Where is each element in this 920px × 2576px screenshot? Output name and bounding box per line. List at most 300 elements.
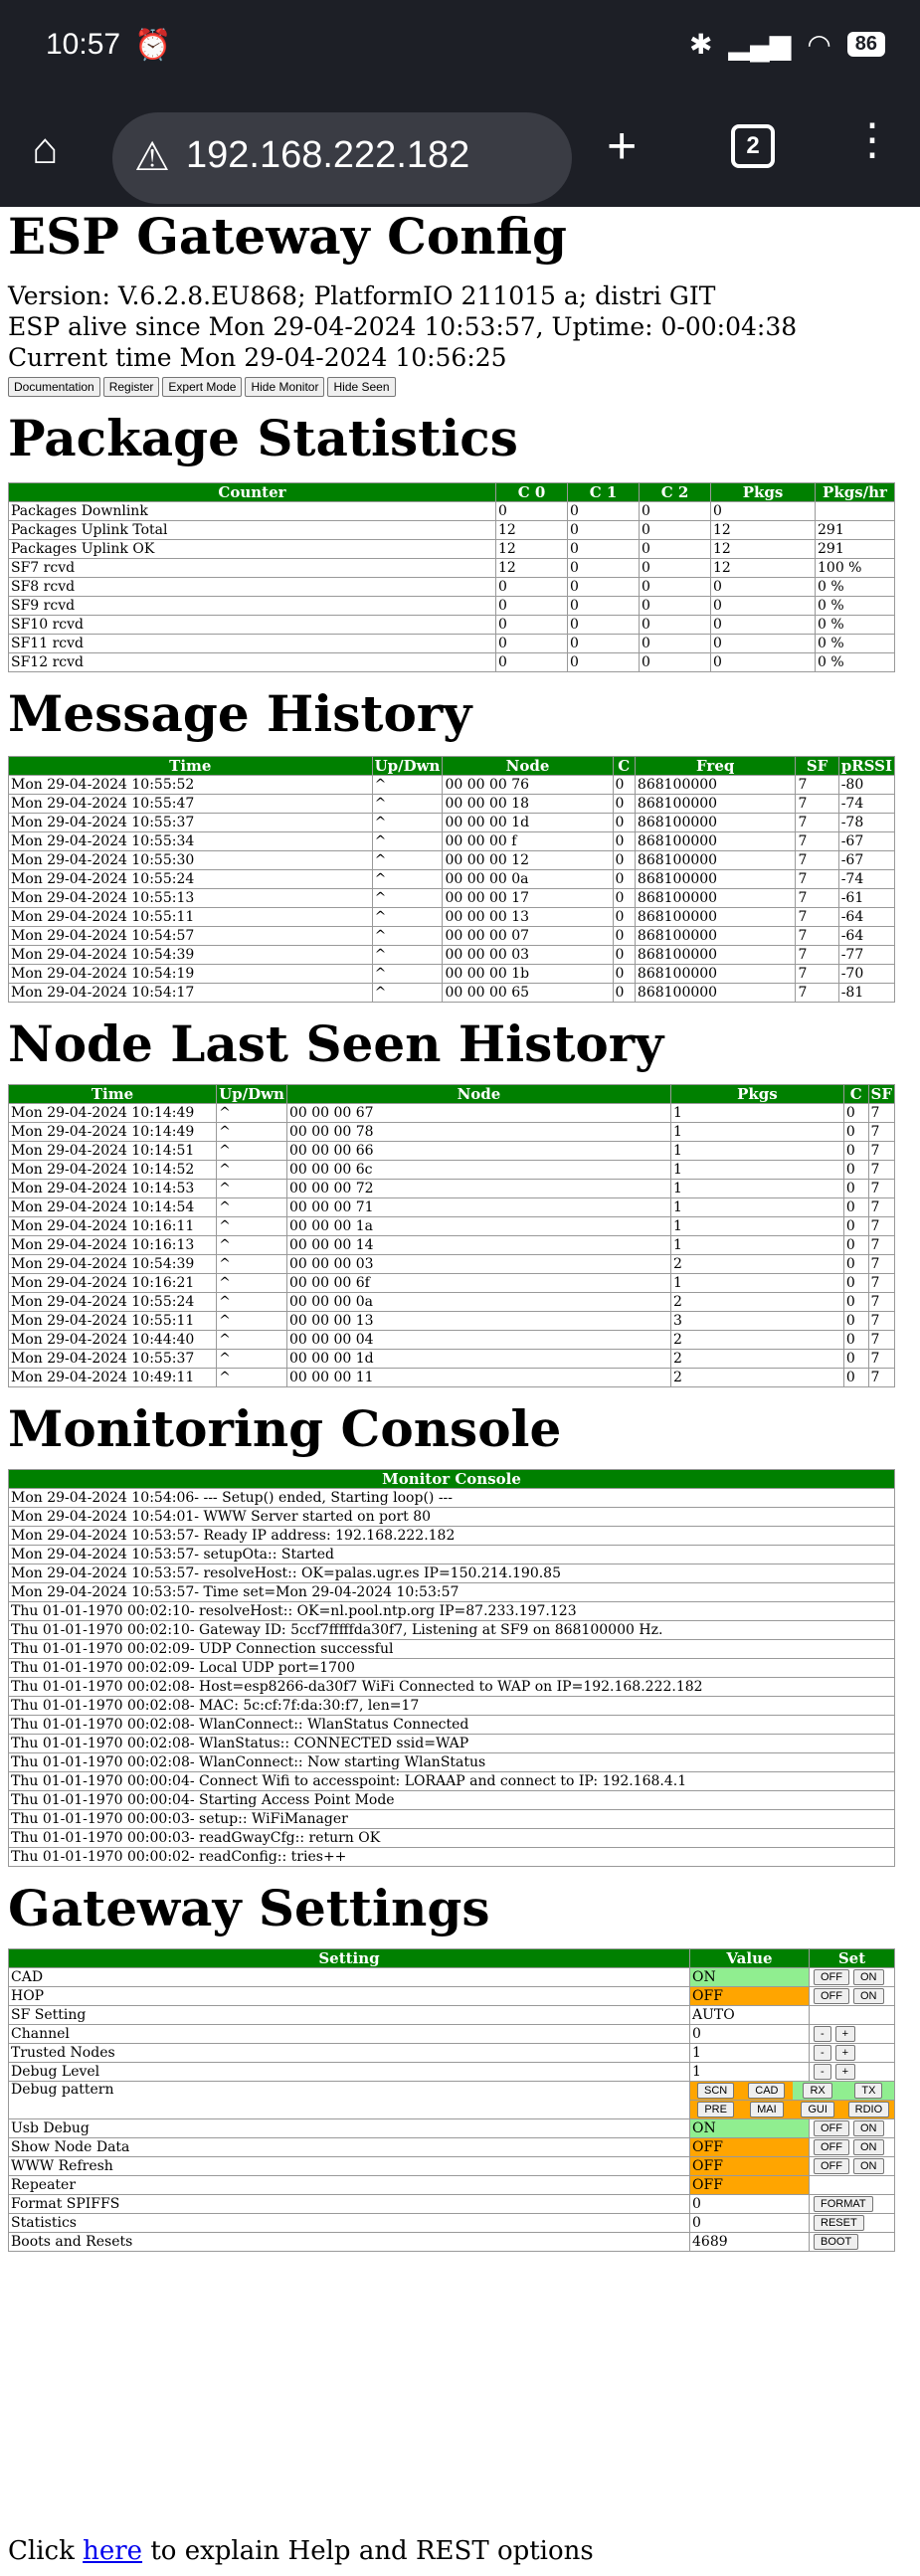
table-row — [9, 1161, 895, 1180]
table-cell: ^ — [372, 832, 443, 851]
table-cell: 0 — [711, 616, 816, 635]
table-cell: 0 — [843, 1274, 868, 1293]
www-refresh-off-button[interactable]: OFF — [814, 2158, 849, 2174]
wifi-icon: ◠ — [807, 29, 831, 60]
help-link[interactable]: here — [83, 2536, 143, 2566]
table-cell: 0 — [843, 1123, 868, 1142]
table-cell: 7 — [868, 1312, 894, 1331]
table-cell: 12 — [496, 540, 568, 559]
tab-switcher-button[interactable]: 2 — [731, 124, 775, 168]
home-icon[interactable]: ⌂ — [32, 124, 59, 173]
table-cell: 868100000 — [635, 851, 796, 870]
table-cell: Mon 29-04-2024 10:55:37 — [9, 1350, 217, 1369]
hop-controls — [810, 1987, 895, 2006]
sf-setting-value: AUTO — [690, 2006, 810, 2025]
table-cell: 0 % — [816, 578, 895, 597]
console-row — [9, 1546, 895, 1564]
table-cell: 1 — [670, 1104, 843, 1123]
footer-text-after: to explain Help and REST options — [142, 2536, 594, 2566]
table-cell: 0 — [568, 635, 640, 653]
table-cell: 0 — [843, 1180, 868, 1198]
table-cell: ^ — [372, 946, 443, 965]
table-cell: 00 00 00 0a — [286, 1293, 670, 1312]
setting-row — [9, 2044, 895, 2063]
table-cell: 7 — [796, 776, 838, 795]
column-header: Setting — [9, 1949, 690, 1968]
table-cell: 12 — [496, 521, 568, 540]
table-row — [9, 1236, 895, 1255]
column-header: C — [613, 757, 635, 776]
console-row — [9, 1489, 895, 1508]
table-cell: 0 — [568, 502, 640, 521]
table-cell: 00 00 00 72 — [286, 1180, 670, 1198]
monitor-console-table — [8, 1469, 895, 1867]
table-cell: Mon 29-04-2024 10:14:54 — [9, 1198, 217, 1217]
table-cell: SF12 rcvd — [9, 653, 496, 672]
cad-off-button[interactable]: OFF — [814, 1969, 849, 1985]
table-row — [9, 889, 895, 908]
console-line: Thu 01-01-1970 00:00:03- setup:: WiFiManager — [9, 1810, 895, 1829]
table-cell: 0 — [640, 653, 711, 672]
table-cell: 7 — [796, 965, 838, 984]
table-cell: 7 — [796, 870, 838, 889]
boots-and-resets-boot-button[interactable]: BOOT — [814, 2234, 858, 2250]
cad-value: ON — [690, 1968, 810, 1987]
table-cell: 0 — [568, 616, 640, 635]
console-row — [9, 1716, 895, 1735]
table-cell: Packages Downlink — [9, 502, 496, 521]
debug-level-decrement-button[interactable]: - — [814, 2064, 831, 2080]
column-header: Set — [810, 1949, 895, 1968]
table-cell: 00 00 00 12 — [443, 851, 613, 870]
table-cell: ^ — [372, 870, 443, 889]
console-row — [9, 1527, 895, 1546]
www-refresh-value: OFF — [690, 2157, 810, 2176]
table-cell: 0 — [613, 814, 635, 832]
table-cell: 7 — [796, 851, 838, 870]
console-row — [9, 1564, 895, 1583]
table-cell: 0 — [711, 578, 816, 597]
gateway-settings-table — [8, 1948, 895, 2252]
channel-controls — [810, 2025, 895, 2044]
hop-off-button[interactable]: OFF — [814, 1988, 849, 2004]
debug-level-controls — [810, 2063, 895, 2082]
table-cell: 0 — [640, 502, 711, 521]
table-cell: ^ — [372, 814, 443, 832]
console-line: Mon 29-04-2024 10:53:57- setupOta:: Started — [9, 1546, 895, 1564]
setting-row — [9, 2063, 895, 2082]
console-row — [9, 1640, 895, 1659]
column-header: Time — [9, 757, 373, 776]
table-cell: 0 — [568, 540, 640, 559]
warning-icon[interactable]: ⚠ — [134, 135, 170, 179]
table-row — [9, 832, 895, 851]
channel-value: 0 — [690, 2025, 810, 2044]
table-cell: 00 00 00 1b — [443, 965, 613, 984]
alarm-icon: ⏰ — [134, 29, 172, 62]
table-cell: 7 — [868, 1180, 894, 1198]
table-cell: 0 — [843, 1142, 868, 1161]
table-cell: 1 — [670, 1198, 843, 1217]
table-cell: 868100000 — [635, 870, 796, 889]
console-line: Mon 29-04-2024 10:53:57- Time set=Mon 29-04-2024 10:53:57 — [9, 1583, 895, 1602]
setting-name: Debug pattern — [9, 2082, 690, 2119]
debug-rx-button[interactable]: RX — [803, 2083, 831, 2099]
table-cell: SF9 rcvd — [9, 597, 496, 616]
table-cell: 7 — [868, 1123, 894, 1142]
table-cell: 0 — [640, 578, 711, 597]
table-cell: 868100000 — [635, 908, 796, 927]
table-cell: Mon 29-04-2024 10:44:40 — [9, 1331, 217, 1350]
table-row — [9, 1217, 895, 1236]
table-cell: 12 — [711, 559, 816, 578]
console-row — [9, 1659, 895, 1678]
trusted-nodes-increment-button[interactable]: + — [835, 2045, 855, 2061]
table-cell: 00 00 00 13 — [443, 908, 613, 927]
table-cell: ^ — [372, 795, 443, 814]
table-cell: 00 00 00 11 — [286, 1369, 670, 1387]
table-row — [9, 1350, 895, 1369]
setting-row — [9, 2195, 895, 2214]
table-cell: 7 — [868, 1274, 894, 1293]
console-row — [9, 1753, 895, 1772]
table-cell: 0 — [843, 1331, 868, 1350]
column-header: Node — [286, 1085, 670, 1104]
table-cell: 291 — [816, 540, 895, 559]
debug-pre-button[interactable]: PRE — [697, 2102, 734, 2117]
monitor-console-header: Monitor Console — [9, 1470, 895, 1489]
table-cell: 0 % — [816, 635, 895, 653]
table-cell: ^ — [372, 851, 443, 870]
console-line: Thu 01-01-1970 00:02:10- resolveHost:: OK=nl.pool.ntp.org IP=87.233.197.123 — [9, 1602, 895, 1621]
column-header: Pkgs — [711, 483, 816, 502]
table-cell: 1 — [670, 1217, 843, 1236]
table-cell: 0 — [711, 635, 816, 653]
table-cell: 12 — [711, 521, 816, 540]
debug-level-increment-button[interactable]: + — [835, 2064, 855, 2080]
table-row — [9, 1255, 895, 1274]
show-node-data-on-button[interactable]: ON — [853, 2139, 884, 2155]
table-cell: 7 — [868, 1198, 894, 1217]
expert-mode-button[interactable]: Expert Mode — [162, 377, 242, 397]
table-cell: Mon 29-04-2024 10:16:13 — [9, 1236, 217, 1255]
table-row — [9, 635, 895, 653]
new-tab-icon[interactable]: + — [607, 117, 638, 175]
documentation-button[interactable]: Documentation — [8, 377, 100, 397]
table-cell: ^ — [217, 1331, 287, 1350]
table-cell: 7 — [868, 1161, 894, 1180]
boots-and-resets-controls — [810, 2233, 895, 2252]
table-row — [9, 559, 895, 578]
setting-name: SF Setting — [9, 2006, 690, 2025]
setting-row — [9, 2176, 895, 2195]
statistics-reset-button[interactable]: RESET — [814, 2215, 864, 2231]
console-row — [9, 1508, 895, 1527]
version-info: Version: V.6.2.8.EU868; PlatformIO 211015 a; distri GIT — [8, 281, 716, 310]
console-line: Mon 29-04-2024 10:54:01- WWW Server started on port 80 — [9, 1508, 895, 1527]
hide-monitor-button[interactable]: Hide Monitor — [245, 377, 324, 397]
table-cell: 868100000 — [635, 927, 796, 946]
table-row — [9, 1104, 895, 1123]
table-cell: 868100000 — [635, 889, 796, 908]
console-line: Thu 01-01-1970 00:02:09- UDP Connection successful — [9, 1640, 895, 1659]
table-cell: Mon 29-04-2024 10:55:11 — [9, 1312, 217, 1331]
hop-value: OFF — [690, 1987, 810, 2006]
table-cell: 0 — [843, 1161, 868, 1180]
www-refresh-controls — [810, 2157, 895, 2176]
table-row — [9, 1369, 895, 1387]
table-cell: 0 — [613, 870, 635, 889]
table-cell: 0 — [613, 965, 635, 984]
table-cell: -61 — [838, 889, 894, 908]
table-cell: Mon 29-04-2024 10:55:37 — [9, 814, 373, 832]
sf-setting-controls — [810, 2006, 895, 2025]
setting-name: Show Node Data — [9, 2138, 690, 2157]
setting-row — [9, 1968, 895, 1987]
hop-on-button[interactable]: ON — [853, 1988, 884, 2004]
table-cell: Mon 29-04-2024 10:14:49 — [9, 1104, 217, 1123]
setting-name: Trusted Nodes — [9, 2044, 690, 2063]
table-cell: 0 — [640, 540, 711, 559]
table-cell: Mon 29-04-2024 10:54:17 — [9, 984, 373, 1003]
usb-debug-value: ON — [690, 2119, 810, 2138]
table-cell: 00 00 00 76 — [443, 776, 613, 795]
table-cell: Mon 29-04-2024 10:14:52 — [9, 1161, 217, 1180]
table-cell: 00 00 00 07 — [443, 927, 613, 946]
alive-info: ESP alive since Mon 29-04-2024 10:53:57, Uptime: 0-00:04:38 — [8, 312, 798, 341]
table-cell: -80 — [838, 776, 894, 795]
table-row — [9, 1293, 895, 1312]
console-row — [9, 1602, 895, 1621]
console-line: Mon 29-04-2024 10:53:57- Ready IP address: 192.168.222.182 — [9, 1527, 895, 1546]
table-cell: ^ — [217, 1312, 287, 1331]
setting-row — [9, 2138, 895, 2157]
setting-name: HOP — [9, 1987, 690, 2006]
table-cell: 7 — [796, 984, 838, 1003]
debug-scn-button[interactable]: SCN — [697, 2083, 734, 2099]
table-cell: 868100000 — [635, 795, 796, 814]
table-cell: 7 — [868, 1255, 894, 1274]
table-cell: ^ — [372, 889, 443, 908]
table-cell: 7 — [868, 1142, 894, 1161]
console-row — [9, 1697, 895, 1716]
table-cell: 0 — [613, 908, 635, 927]
table-cell: Mon 29-04-2024 10:55:11 — [9, 908, 373, 927]
table-cell: 0 — [711, 653, 816, 672]
table-cell: Mon 29-04-2024 10:14:51 — [9, 1142, 217, 1161]
table-cell: 0 % — [816, 653, 895, 672]
table-cell: 2 — [670, 1255, 843, 1274]
column-header: C 0 — [496, 483, 568, 502]
show-node-data-off-button[interactable]: OFF — [814, 2139, 849, 2155]
usb-debug-controls — [810, 2119, 895, 2138]
setting-row — [9, 2214, 895, 2233]
top-button-row — [8, 377, 895, 397]
table-cell: 0 — [843, 1312, 868, 1331]
column-header: Up/Dwn — [217, 1085, 287, 1104]
console-line: Thu 01-01-1970 00:00:04- Connect Wifi to accesspoint: LORAAP and connect to IP: 192.168.4.1 — [9, 1772, 895, 1791]
table-cell: 12 — [496, 559, 568, 578]
table-cell: 7 — [796, 908, 838, 927]
table-cell: 00 00 00 1d — [443, 814, 613, 832]
table-cell: -64 — [838, 908, 894, 927]
cad-on-button[interactable]: ON — [853, 1969, 884, 1985]
gateway-settings-heading: Gateway Settings — [8, 1879, 490, 1937]
table-cell: 868100000 — [635, 984, 796, 1003]
table-cell: 0 — [568, 653, 640, 672]
trusted-nodes-value: 1 — [690, 2044, 810, 2063]
console-line: Mon 29-04-2024 10:53:57- resolveHost:: OK=palas.ugr.es IP=150.214.190.85 — [9, 1564, 895, 1583]
www-refresh-on-button[interactable]: ON — [853, 2158, 884, 2174]
console-line: Thu 01-01-1970 00:00:04- Starting Access Point Mode — [9, 1791, 895, 1810]
table-cell: 7 — [868, 1350, 894, 1369]
debug-mai-button[interactable]: MAI — [750, 2102, 784, 2117]
table-cell: 7 — [796, 889, 838, 908]
table-cell: 7 — [796, 814, 838, 832]
usb-debug-off-button[interactable]: OFF — [814, 2120, 849, 2136]
table-cell: Mon 29-04-2024 10:55:30 — [9, 851, 373, 870]
table-cell: 1 — [670, 1123, 843, 1142]
usb-debug-on-button[interactable]: ON — [853, 2120, 884, 2136]
format-spiffs-format-button[interactable]: FORMAT — [814, 2196, 873, 2212]
table-cell: 00 00 00 f — [443, 832, 613, 851]
setting-row — [9, 1987, 895, 2006]
setting-row — [9, 2025, 895, 2044]
setting-name: WWW Refresh — [9, 2157, 690, 2176]
table-cell: -74 — [838, 795, 894, 814]
table-cell: 2 — [670, 1350, 843, 1369]
register-button[interactable]: Register — [103, 377, 160, 397]
debug-rdio-button[interactable]: RDIO — [848, 2102, 890, 2117]
channel-increment-button[interactable]: + — [835, 2026, 855, 2042]
table-cell: 0 — [613, 776, 635, 795]
console-line: Thu 01-01-1970 00:02:09- Local UDP port=1700 — [9, 1659, 895, 1678]
column-header: SF — [868, 1085, 894, 1104]
console-row — [9, 1772, 895, 1791]
setting-row — [9, 2157, 895, 2176]
debug-cad-button[interactable]: CAD — [748, 2083, 785, 2099]
status-icons — [689, 28, 885, 61]
table-cell: 7 — [868, 1293, 894, 1312]
table-cell: 0 — [496, 653, 568, 672]
table-cell: Mon 29-04-2024 10:14:49 — [9, 1123, 217, 1142]
column-header: Up/Dwn — [372, 757, 443, 776]
table-cell: 0 — [843, 1217, 868, 1236]
table-cell: -70 — [838, 965, 894, 984]
table-cell: 0 — [843, 1293, 868, 1312]
address-bar[interactable] — [112, 112, 572, 204]
setting-row — [9, 2119, 895, 2138]
table-cell: 0 — [496, 616, 568, 635]
table-row — [9, 653, 895, 672]
table-cell: 7 — [796, 795, 838, 814]
table-row — [9, 1198, 895, 1217]
monitoring-console-heading: Monitoring Console — [8, 1399, 562, 1458]
setting-name: Boots and Resets — [9, 2233, 690, 2252]
debug-tx-button[interactable]: TX — [854, 2083, 882, 2099]
browser-toolbar — [0, 94, 920, 207]
table-cell: 00 00 00 1d — [286, 1350, 670, 1369]
table-cell: 3 — [670, 1312, 843, 1331]
trusted-nodes-decrement-button[interactable]: - — [814, 2045, 831, 2061]
more-menu-icon[interactable]: ⋮ — [850, 115, 894, 164]
current-time: Current time Mon 29-04-2024 10:56:25 — [8, 343, 507, 372]
table-row — [9, 1312, 895, 1331]
channel-decrement-button[interactable]: - — [814, 2026, 831, 2042]
table-row — [9, 597, 895, 616]
table-cell: 7 — [868, 1217, 894, 1236]
table-row — [9, 814, 895, 832]
table-cell: 0 — [613, 832, 635, 851]
table-cell: 0 — [568, 578, 640, 597]
table-cell: 00 00 00 03 — [286, 1255, 670, 1274]
table-cell: Mon 29-04-2024 10:54:39 — [9, 1255, 217, 1274]
table-cell: 00 00 00 6c — [286, 1161, 670, 1180]
table-row — [9, 1274, 895, 1293]
table-cell: ^ — [217, 1255, 287, 1274]
table-cell: 0 — [496, 635, 568, 653]
setting-name: Debug Level — [9, 2063, 690, 2082]
table-cell: 1 — [670, 1236, 843, 1255]
table-cell: 291 — [816, 521, 895, 540]
debug-level-value: 1 — [690, 2063, 810, 2082]
console-line: Thu 01-01-1970 00:02:10- Gateway ID: 5ccf7fffffda30f7, Listening at SF9 on 868100000 Hz. — [9, 1621, 895, 1640]
boots-and-resets-value: 4689 — [690, 2233, 810, 2252]
console-row — [9, 1583, 895, 1602]
table-cell: -67 — [838, 851, 894, 870]
console-row — [9, 1848, 895, 1867]
table-row — [9, 851, 895, 870]
table-row — [9, 540, 895, 559]
show-node-data-controls — [810, 2138, 895, 2157]
setting-row — [9, 2233, 895, 2252]
table-cell: -67 — [838, 832, 894, 851]
setting-name: Statistics — [9, 2214, 690, 2233]
table-cell: 00 00 00 04 — [286, 1331, 670, 1350]
table-row — [9, 870, 895, 889]
table-cell: -64 — [838, 927, 894, 946]
column-header: Counter — [9, 483, 496, 502]
footer-help — [8, 2536, 594, 2566]
table-cell: Mon 29-04-2024 10:49:11 — [9, 1369, 217, 1387]
column-header: C — [843, 1085, 868, 1104]
table-cell: SF11 rcvd — [9, 635, 496, 653]
table-cell: 1 — [670, 1274, 843, 1293]
message-history-table — [8, 756, 895, 1003]
column-header: Time — [9, 1085, 217, 1104]
page-content — [8, 207, 895, 2252]
table-cell: Mon 29-04-2024 10:55:34 — [9, 832, 373, 851]
table-cell — [816, 502, 895, 521]
table-cell: Mon 29-04-2024 10:55:24 — [9, 1293, 217, 1312]
url-text[interactable]: 192.168.222.182 — [186, 134, 470, 176]
debug-gui-button[interactable]: GUI — [801, 2102, 834, 2117]
hide-seen-button[interactable]: Hide Seen — [327, 377, 395, 397]
column-header: Value — [690, 1949, 810, 1968]
table-cell: 0 — [843, 1255, 868, 1274]
table-cell: 1 — [670, 1180, 843, 1198]
bluetooth-icon: ✱ — [688, 29, 713, 60]
table-row — [9, 521, 895, 540]
console-row — [9, 1791, 895, 1810]
table-cell: ^ — [217, 1217, 287, 1236]
footer-text-before: Click — [8, 2536, 84, 2566]
setting-name: Usb Debug — [9, 2119, 690, 2138]
table-cell: 00 00 00 18 — [443, 795, 613, 814]
table-cell: -74 — [838, 870, 894, 889]
table-cell: 7 — [868, 1104, 894, 1123]
table-cell: 00 00 00 17 — [443, 889, 613, 908]
